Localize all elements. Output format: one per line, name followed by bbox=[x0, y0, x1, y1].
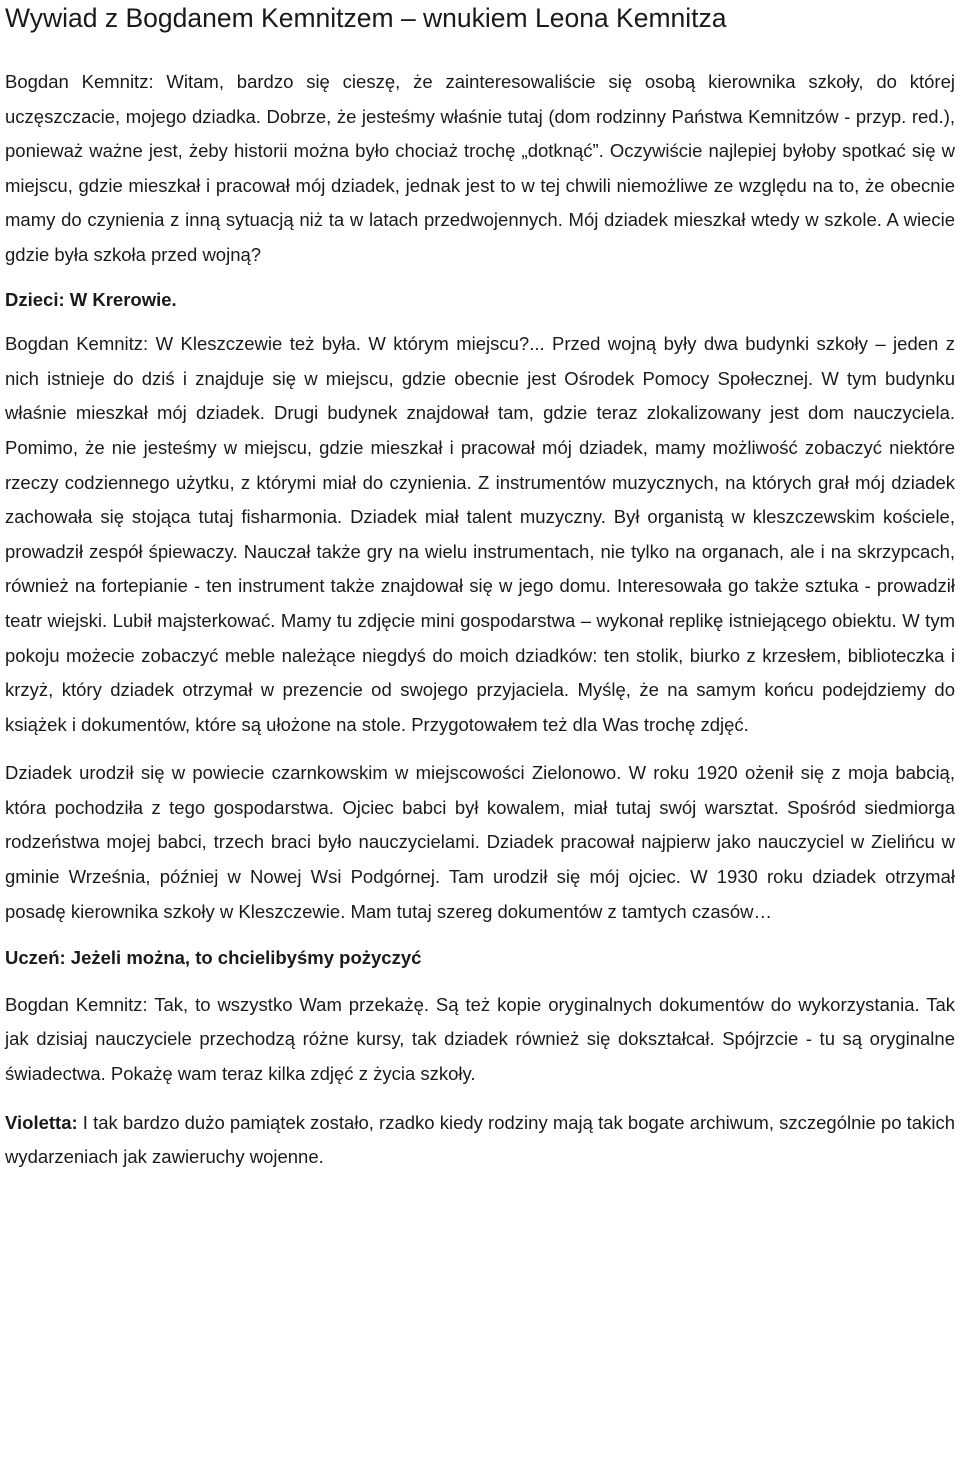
speaker-label: Violetta: bbox=[5, 1111, 78, 1133]
paragraph-student-question bbox=[5, 941, 955, 976]
paragraph-text: Bogdan Kemnitz: Tak, to wszystko Wam przekażę. Są też kopie oryginalnych dokumentów do wykorzystania. Tak jak dzisiaj nauczyciele przechodzą różne kursy, tak dziadek również się dokształcał. Spójrzcie - tu są oryginalne świadectwa. Pokażę wam teraz kilka zdjęć z życia szkoły. bbox=[5, 993, 955, 1085]
paragraph-biography bbox=[5, 756, 955, 929]
paragraph-text: Dziadek urodził się w powiecie czarnkowskim w miejscowości Zielonowo. W roku 1920 ożenił się z moja babcią, która pochodziła z tego gospodarstwa. Ojciec babci był kowalem, miał tutaj swój warsztat. Spośród siedmiorga rodzeństwa mojej babci, trzech braci było nauczycielami. Dziadek pracował najpierw jako nauczyciel w Zielińcu w gminie Września, później w Nowej Wsi Podgórnej. Tam urodził się mój ojciec. W 1930 roku dziadek otrzymał posadę kierownika szkoły w Kleszczewie. Mam tutaj szereg dokumentów z tamtych czasów… bbox=[5, 762, 955, 922]
paragraph-text: Bogdan Kemnitz: W Kleszczewie też była. W którym miejscu?... Przed wojną były dwa budynki szkoły – jeden z nich istnieje do dziś i znajduje się w miejscu, gdzie obecnie jest Ośrodek Pomocy Społecznej. W tym budynku właśnie mieszkał mój dziadek. Drugi budynek znajdował tam, gdzie teraz zlokalizowany jest dom nauczyciela. Pomimo, że nie jesteśmy w miejscu, gdzie mieszkał i pracował mój dziadek, mamy możliwość zobaczyć niektóre rzeczy codziennego użytku, z którymi miał do czynienia. Z instrumentów muzycznych, na których grał mój dziadek zachowała się stojąca tutaj fisharmonia. Dziadek miał talent muzyczny. Był organistą w kleszczewskim kościele, prowadził zespół śpiewaczy. Nauczał także gry na wielu instrumentach, nie tylko na organach, ale i na skrzypcach, również na fortepianie - ten instrument także znajdował się w jego domu. Interesowała go także sztuka - prowadził teatr wiejski. Lubił majsterkować. Mamy tu zdjęcie mini gospodarstwa – wykonał replikę istniejącego obiektu. W tym pokoju możecie zobaczyć meble należące niegdyś do moich dziadków: ten stolik, biurko z krzesłem, biblioteczka i krzyż, który dziadek otrzymał w prezencie od swojego przyjaciela. Myślę, że na samym końcu podejdziemy do książek i dokumentów, które są ułożone na stole. Przygotowałem też dla Was trochę zdjęć. bbox=[5, 333, 955, 735]
speaker-label: Dzieci: W Krerowie. bbox=[5, 288, 177, 310]
paragraph-intro bbox=[5, 65, 955, 273]
paragraph-children-answer bbox=[5, 283, 955, 318]
paragraph-text: I tak bardzo dużo pamiątek zostało, rzadko kiedy rodziny mają tak bogate archiwum, szczególnie po takich wydarzeniach jak zawieruchy wojenne. bbox=[5, 1111, 955, 1168]
paragraph-school-buildings bbox=[5, 327, 955, 742]
paragraph-violetta bbox=[5, 1106, 955, 1175]
document-title: Wywiad z Bogdanem Kemnitzem – wnukiem Leona Kemnitza bbox=[5, 3, 727, 33]
paragraph-text: Bogdan Kemnitz: Witam, bardzo się cieszę, że zainteresowaliście się osobą kierownika szkoły, do której uczęszczacie, mojego dziadka. Dobrze, że jesteśmy właśnie tutaj (dom rodzinny Państwa Kemnitzów - przyp. red.), ponieważ ważne jest, żeby historii można było chociaż trochę „dotknąć”. Oczywiście najlepiej byłoby spotkać się w miejscu, gdzie mieszkał i pracował mój dziadek, jednak jest to w tej chwili niemożliwe ze względu na to, że obecnie mamy do czynienia z inną sytuacją niż ta w latach przedwojennych. Mój dziadek mieszkał wtedy w szkole. A wiecie gdzie była szkoła przed wojną? bbox=[5, 71, 955, 265]
speaker-label: Uczeń: Jeżeli można, to chcielibyśmy pożyczyć bbox=[5, 947, 422, 969]
paragraph-documents bbox=[5, 988, 955, 1092]
